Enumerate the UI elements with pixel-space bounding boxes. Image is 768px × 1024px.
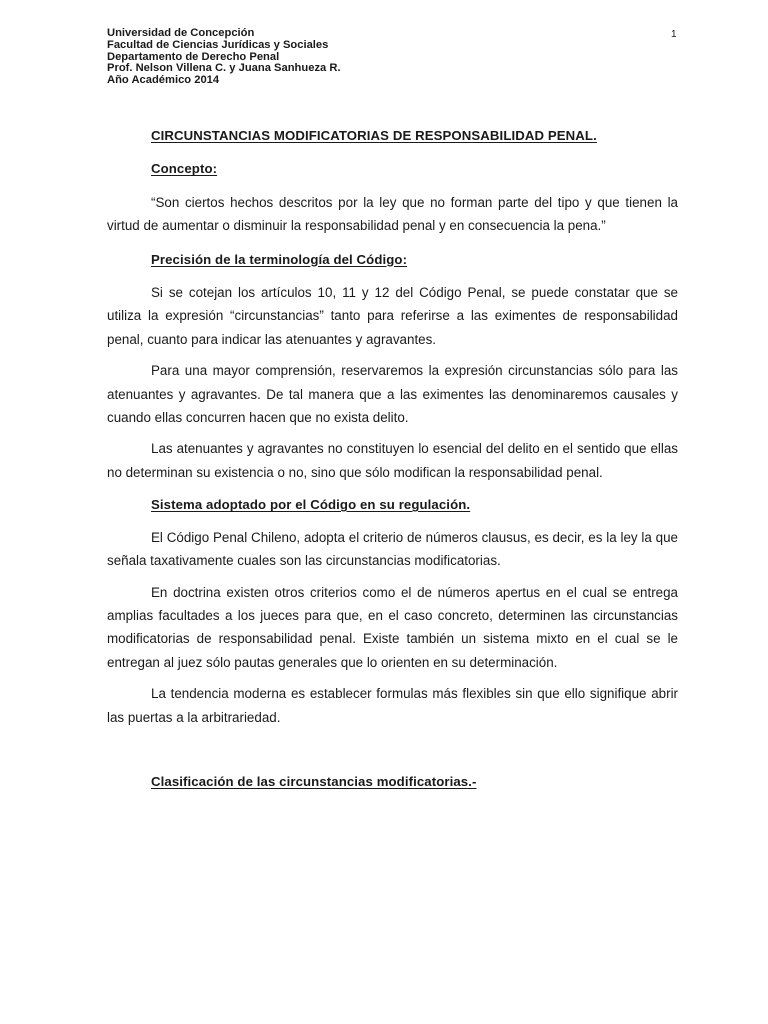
paragraph-concepto: “Son ciertos hechos descritos por la ley que no forman parte del tipo y que tienen la virtud de aumentar o disminuir la responsabilidad penal y en consecuencia la pena.” (107, 194, 678, 234)
header-university: Universidad de Concepción (107, 27, 255, 39)
header-academic-year: Año Académico 2014 (107, 74, 220, 87)
section-heading-concepto: Concepto: (151, 161, 218, 177)
header-professors: Prof. Nelson Villena C. y Juana Sanhueza R. (107, 62, 341, 75)
header-department: Departamento de Derecho Penal (107, 50, 280, 63)
section-heading-clasificacion: Clasificación de las circunstancias modificatorias.- (151, 773, 477, 789)
document-header (107, 28, 341, 87)
paragraph-sistema-2: En doctrina existen otros criterios como el de números apertus en el cual se entrega amplias facultades a los jueces para que, en el caso concreto, determinen las circunstancias modificatorias de responsabilidad penal. Existe también un sistema mixto en el cual se le entregan al juez sólo pautas generales que lo orienten en su determinación. (107, 584, 678, 670)
paragraph-precision-2: Para una mayor comprensión, reservaremos la expresión circunstancias sólo para las atenuantes y agravantes. De tal manera que a las eximentes las denominaremos causales y cuando ellas concurren hacen que no exista delito. (107, 363, 678, 426)
page-number: 1 (671, 29, 677, 40)
section-heading-precision: Precisión de la terminología del Código: (151, 251, 408, 267)
document-title: CIRCUNSTANCIAS MODIFICATORIAS DE RESPONSABILIDAD PENAL. (151, 128, 597, 143)
header-faculty: Facultad de Ciencias Jurídicas y Sociales (107, 38, 329, 51)
section-heading-sistema: Sistema adoptado por el Código en su regulación. (151, 497, 471, 513)
paragraph-precision-1: Si se cotejan los artículos 10, 11 y 12 del Código Penal, se puede constatar que se utiliza la expresión “circunstancias” tanto para referirse a las eximentes de responsabilidad penal, cuanto para indicar las atenuantes y agravantes. (107, 285, 678, 347)
paragraph-sistema-3: La tendencia moderna es establecer formulas más flexibles sin que ello signifique abrir las puertas a la arbitrariedad. (107, 686, 678, 725)
document-body (107, 124, 678, 793)
paragraph-sistema-1: El Código Penal Chileno, adopta el criterio de números clausus, es decir, es la ley la que señala taxativamente cuales son las circunstancias modificatorias. (107, 529, 678, 569)
paragraph-precision-3: Las atenuantes y agravantes no constituyen lo esencial del delito en el sentido que ellas no determinan su existencia o no, sino que sólo modifican la responsabilidad penal. (107, 441, 678, 480)
